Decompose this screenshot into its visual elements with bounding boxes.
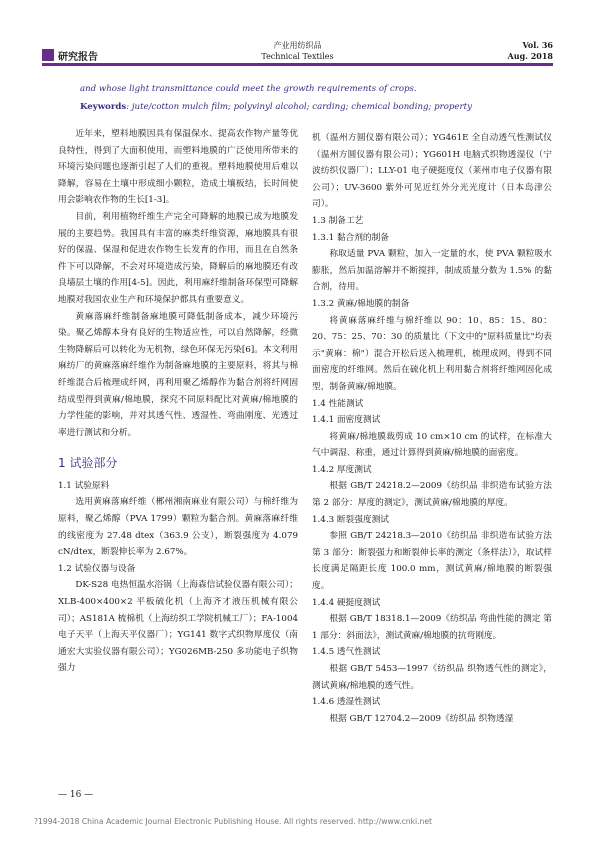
paragraph: 根据 GB/T 24218.2—2009《纺织品 非织造布试验方法 第 2 部分：厚度的测定》，测试黄麻/棉地膜的厚度。	[312, 481, 552, 509]
paragraph: 根据 GB/T 12704.2—2009《纺织品 织物透湿	[329, 713, 514, 724]
paragraph: 目前，利用植物纤维生产完全可降解的地膜已成为地膜发展的主要趋势。我国具有丰富的麻类纤维资源，麻地膜具有很好的保温、保湿和促进农作物生长发育的作用，而且在自然条件下可以降解，不会对环境造成污染，降解后的麻地膜还有改良墙层土壤的作用[4-5]。因此，利用麻纤维制备环保型可降解地膜对我国农业生产和环境保护都具有重要意义。	[58, 211, 298, 305]
journal-name-cn: 产业用纺织品	[273, 41, 322, 50]
keywords	[80, 100, 540, 114]
copyright-notice: ?1994-2018 China Academic Journal Electronic Publishing House. All rights reserved. http://www.cnki.net	[34, 817, 433, 826]
right-column	[312, 130, 552, 727]
keywords-text: : jute/cotton mulch film; polyvinyl alcohol; carding; chemical bonding; property	[126, 102, 472, 112]
issue-info	[508, 40, 553, 62]
subsubsection-heading: 1.4.1 面密度测试	[312, 415, 381, 426]
journal-name-en: Technical Textiles	[261, 52, 334, 61]
subsubsection-heading: 1.4.2 厚度测试	[312, 464, 372, 475]
keywords-label: Keywords	[80, 102, 127, 112]
section-title: 研究报告	[58, 51, 98, 63]
subsubsection-heading: 1.4.4 硬挺度测试	[312, 597, 381, 608]
subsection-heading: 1.2 试验仪器与设备	[58, 563, 136, 574]
paragraph: 将黄麻落麻纤维与棉纤维以 90：10、85：15、80：20、75：25、70：30 的质量比（下文中的"原料质量比"均表示"黄麻：棉"）混合开松后送入梳理机，梳理成网，得到不同面密度的纤维网。然后在硫化机上利用黏合剂将纤维网固化成型，制备黄麻/棉地膜。	[312, 315, 552, 392]
paragraph: 机（温州方圆仪器有限公司）；YG461E 全自动透气性测试仪（温州方圆仪器有限公司）；YG601H 电脑式织物透湿仪（宁波纺织仪器厂）；LLY-01 电子硬挺度仪（莱州市电子仪器有限公司）；UV-3600 紫外可见近红外分光光度计（日本岛津公司）。	[312, 133, 552, 210]
paragraph: 黄麻落麻纤维制备麻地膜可降低制备成本，减少环境污染。聚乙烯醇本身有良好的生物适应性，可以自然降解，经微生物降解后可以转化为无机物，绿色环保无污染[6]。本文利用麻纺厂的黄麻落麻纤维作为制备麻地膜的主要原料，将其与棉纤维混合后梳理成纤网，再利用聚乙烯醇作为黏合剂将纤网固结成型得到黄麻/棉地膜，探究不同原料配比对黄麻/棉地膜的力学性能的影响，并对其透气性、透湿性、弯曲刚度、光透过率进行测试和分析。	[58, 311, 298, 438]
header-rule	[42, 63, 553, 66]
issue-date: Aug. 2018	[507, 51, 553, 61]
subsubsection-heading: 1.4.3 断裂强度测试	[312, 514, 389, 525]
paragraph: DK-S28 电热恒温水浴锅（上海森信试验仪器有限公司）；XLB-400×400×2 平板硫化机（上海齐才液压机械有限公司）；AS181A 梳棉机（上海纺织工学院机械工厂）；FA-1004 电子天平（上海天平仪器厂）；YG141 数字式织物厚度仪（南通宏大实验仪器有限公司）；YG026MB-250 多功能电子织物强力	[58, 580, 298, 674]
paragraph: 称取适量 PVA 颗粒，加入一定量的水，使 PVA 颗粒吸水膨胀，然后加温溶解并不断搅拌，制成质量分数为 1.5% 的黏合剂，待用。	[312, 249, 552, 293]
paragraph: 近年来，塑料地膜因具有保温保水、提高农作物产量等优良特性，得到了大面积使用，而塑料地膜的广泛使用所带来的环境污染问题也逐渐引起了人们的重视。塑料地膜使用后难以降解，容易在土壤中形成细小颗粒，造成土壤板结，长时间使用会影响农作物的生长[1-3]。	[58, 129, 298, 206]
paragraph: 根据 GB/T 18318.1—2009《纺织品 弯曲性能的测定 第 1 部分：斜面法》，测试黄麻/棉地膜的抗弯刚度。	[312, 614, 552, 641]
subsection-heading: 1.3 制备工艺	[312, 215, 364, 226]
section-heading: 1 试验部分	[58, 456, 118, 471]
subsubsection-heading: 1.4.6 透湿性测试	[312, 697, 381, 708]
paragraph: 选用黄麻落麻纤维（郴州湘南麻业有限公司）与棉纤维为原料，聚乙烯醇（PVA 1799）颗粒为黏合剂。黄麻落麻纤维的线密度为 27.48 dtex（363.9 公支），断裂强度为 4.079 cN/dtex，断裂伸长率为 2.67%。	[58, 497, 298, 558]
volume: Vol. 36	[522, 40, 553, 50]
abstract-tail: and whose light transmittance could meet the growth requirements of crops.	[80, 84, 417, 94]
subsection-heading: 1.1 试验原料	[58, 480, 110, 491]
paragraph: 将黄麻/棉地膜裁剪成 10 cm×10 cm 的试样，在标准大气中调湿、称重，通过计算得到黄麻/棉地膜的面密度。	[312, 431, 552, 459]
paragraph: 参照 GB/T 24218.3—2010《纺织品 非织造布试验方法 第 3 部分：断裂强力和断裂伸长率的测定（条样法）》，取试样长度满足隔距长度 100.0 mm，测试黄麻/棉地膜的断裂强度。	[312, 531, 552, 592]
subsubsection-heading: 1.3.1 黏合剂的制备	[312, 232, 389, 243]
subsubsection-heading: 1.3.2 黄麻/棉地膜的制备	[312, 298, 410, 309]
subsubsection-heading: 1.4.5 透气性测试	[312, 647, 381, 658]
paragraph: 根据 GB/T 5453—1997《纺织品 织物透气性的测定》，测试黄麻/棉地膜的透气性。	[312, 664, 552, 691]
running-header	[0, 40, 595, 62]
left-column	[58, 126, 298, 677]
page-number: — 16 —	[58, 790, 94, 800]
subsection-heading: 1.4 性能测试	[312, 398, 364, 409]
